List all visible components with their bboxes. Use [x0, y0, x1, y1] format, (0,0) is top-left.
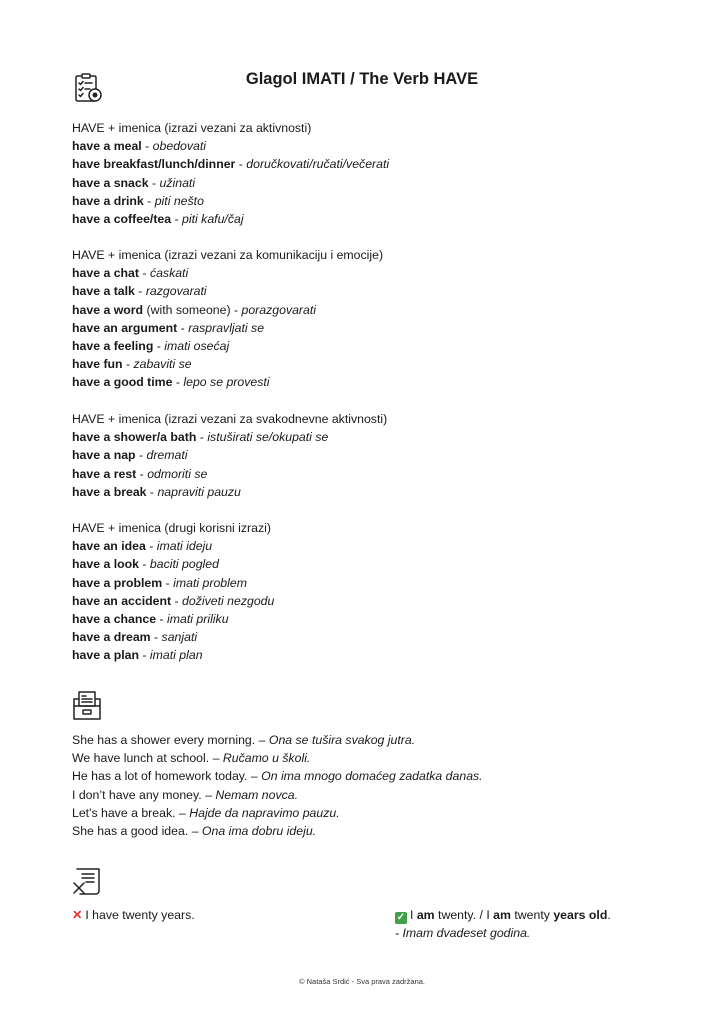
correct-sentence-part: twenty. / I — [434, 908, 494, 922]
phrase-row: have a break - napraviti pauzu — [72, 484, 241, 499]
phrase-row: have an idea - imati ideju — [72, 539, 213, 554]
phrase-serbian: istuširati se/okupati se — [207, 430, 329, 445]
phrase-serbian: zabaviti se — [133, 357, 192, 372]
phrase-serbian: užinati — [159, 175, 196, 190]
cross-mark-icon: ✕ — [72, 908, 83, 922]
phrase-serbian: baciti pogled — [149, 557, 219, 572]
copyright-footer: © Nataša Srdić - Sva prava zadržana. — [299, 977, 425, 986]
phrase-english: have a problem — [72, 575, 163, 590]
phrase-english: have a nap — [72, 448, 136, 463]
phrase-row: have breakfast/lunch/dinner - doručkovati/ručati/večerati — [72, 157, 390, 172]
correct-sentence-part: I — [410, 908, 417, 922]
example-row: He has a lot of homework today. – On ima mnogo domaćeg zadatka danas. — [72, 769, 483, 784]
wrong-example — [72, 906, 195, 924]
example-serbian: Ručamo u školi. — [222, 751, 311, 766]
phrase-row: have a look - baciti pogled — [72, 557, 219, 572]
example-row: We have lunch at school. – Ručamo u školi. — [72, 751, 311, 766]
example-serbian: Ona ima dobru ideju. — [201, 823, 317, 838]
correct-example — [395, 906, 611, 942]
phrase-row: have a meal - obedovati — [72, 139, 207, 154]
phrase-serbian: imati ideju — [156, 539, 213, 554]
phrase-english: have a shower/a bath — [72, 430, 197, 445]
phrase-serbian: dremati — [146, 448, 188, 463]
phrase-serbian: odmoriti se — [147, 466, 208, 481]
phrase-english: have a talk — [72, 284, 135, 299]
phrase-row: have a nap - dremati — [72, 448, 188, 463]
correct-sentence-part: years old — [553, 908, 608, 922]
phrase-english: have an accident — [72, 593, 172, 608]
correct-sentence-part: am — [416, 908, 435, 922]
phrase-serbian: raspravljati se — [188, 320, 265, 335]
phrase-row: have a plan - imati plan — [72, 648, 203, 663]
phrase-english: have a chat — [72, 266, 139, 281]
wrong-document-icon — [71, 865, 103, 897]
section-communication — [72, 246, 672, 392]
folder-document-icon — [71, 690, 103, 722]
phrase-serbian: imati problem — [173, 575, 247, 590]
phrase-row: have a talk - razgovarati — [72, 284, 207, 299]
phrase-serbian: imati priliku — [167, 611, 229, 626]
phrase-row: have a chat - ćaskati — [72, 266, 189, 281]
phrase-serbian: napraviti pauzu — [157, 484, 241, 499]
phrase-row: have a rest - odmoriti se — [72, 466, 208, 481]
phrase-english: have a feeling — [72, 338, 154, 353]
phrase-row: have an accident - doživeti nezgodu — [72, 593, 275, 608]
example-row: She has a good idea. – Ona ima dobru ideju. — [72, 823, 317, 838]
phrase-english: have fun — [72, 357, 123, 372]
example-english: We have lunch at school. — [72, 751, 210, 766]
example-row: I don’t have any money. – Nemam novca. — [72, 787, 299, 802]
phrase-english: have a chance — [72, 611, 157, 626]
phrase-serbian: porazgovarati — [241, 302, 317, 317]
phrase-english: have a good time — [72, 375, 173, 390]
phrase-english: have a coffee/tea — [72, 211, 172, 226]
example-row: Let's have a break. – Hajde da napravimo pauzu. — [72, 805, 340, 820]
correct-sentence-part: . — [607, 908, 611, 922]
phrase-english: have an idea — [72, 539, 146, 554]
phrase-row: have a drink - piti nešto — [72, 193, 204, 208]
phrase-note: (with someone) — [143, 302, 231, 317]
example-english: She has a shower every morning. — [72, 733, 256, 747]
page-title: Glagol IMATI / The Verb HAVE — [245, 70, 479, 88]
phrase-serbian: doživeti nezgodu — [182, 593, 275, 608]
correct-sentence-part: am — [493, 908, 511, 922]
phrase-english: have a snack — [72, 175, 149, 190]
phrase-row: have a word (with someone) - porazgovarati — [72, 302, 317, 317]
check-mark-icon: ✓ — [396, 912, 406, 923]
phrase-english: have a word — [72, 302, 144, 317]
section-heading: HAVE + imenica (izrazi vezani za svakodnevne aktivnosti) — [72, 412, 388, 426]
phrase-english: have a meal — [72, 139, 142, 154]
phrase-serbian: imati osećaj — [164, 338, 230, 353]
phrase-english: have a look — [72, 557, 139, 572]
phrase-serbian: piti nešto — [154, 193, 204, 208]
phrase-english: have a break — [72, 484, 147, 499]
phrase-serbian: razgovarati — [145, 284, 207, 299]
example-row: She has a shower every morning. – Ona se tušira svakog jutra. — [72, 733, 416, 747]
phrase-english: have a rest — [72, 466, 137, 481]
phrase-row: have a coffee/tea - piti kafu/čaj — [72, 211, 244, 226]
phrase-serbian: piti kafu/čaj — [182, 211, 244, 226]
example-english: He has a lot of homework today. — [72, 769, 248, 784]
section-activities — [72, 119, 672, 228]
phrase-english: have a plan — [72, 648, 139, 663]
phrase-serbian: doručkovati/ručati/večerati — [246, 157, 390, 172]
example-serbian: Ona se tušira svakog jutra. — [268, 733, 416, 747]
wrong-sentence: I have twenty years. — [85, 908, 195, 922]
phrase-row: have a dream - sanjati — [72, 630, 198, 645]
phrase-serbian: lepo se provesti — [183, 375, 270, 390]
section-heading: HAVE + imenica (izrazi vezani za aktivnosti) — [72, 121, 312, 135]
example-serbian: On ima mnogo domaćeg zadatka danas. — [261, 769, 483, 784]
example-english: I don’t have any money. — [72, 787, 202, 802]
example-english: Let's have a break. — [72, 805, 176, 820]
phrase-row: have fun - zabaviti se — [72, 357, 192, 372]
phrase-english: have a drink — [72, 193, 144, 208]
phrase-row: have a chance - imati priliku — [72, 611, 229, 626]
correct-sentence — [410, 908, 611, 922]
example-serbian: Nemam novca. — [215, 787, 299, 802]
section-heading: HAVE + imenica (drugi korisni izrazi) — [72, 521, 271, 535]
phrase-serbian: obedovati — [152, 139, 207, 154]
section-other — [72, 519, 672, 665]
example-serbian: Hajde da napravimo pauzu. — [189, 805, 340, 820]
examples-list — [72, 731, 672, 840]
phrase-row: have a problem - imati problem — [72, 575, 247, 590]
correct-sentence-part: twenty — [510, 908, 554, 922]
phrase-row: have a snack - užinati — [72, 175, 196, 190]
phrase-english: have breakfast/lunch/dinner — [72, 157, 236, 172]
example-english: She has a good idea. — [72, 823, 189, 838]
phrase-row: have a feeling - imati osećaj — [72, 338, 230, 353]
phrase-serbian: sanjati — [161, 630, 198, 645]
phrase-serbian: imati plan — [149, 648, 203, 663]
phrase-serbian: ćaskati — [149, 266, 189, 281]
phrase-row: have a shower/a bath - istuširati se/okupati se — [72, 430, 329, 445]
correct-translation: - Imam dvadeset godina. — [395, 926, 531, 941]
phrase-english: have an argument — [72, 320, 178, 335]
section-daily — [72, 410, 672, 501]
phrase-row: have a good time - lepo se provesti — [72, 375, 270, 390]
phrase-english: have a dream — [72, 630, 151, 645]
phrase-row: have an argument - raspravljati se — [72, 320, 265, 335]
section-heading: HAVE + imenica (izrazi vezani za komunikaciju i emocije) — [72, 248, 384, 262]
